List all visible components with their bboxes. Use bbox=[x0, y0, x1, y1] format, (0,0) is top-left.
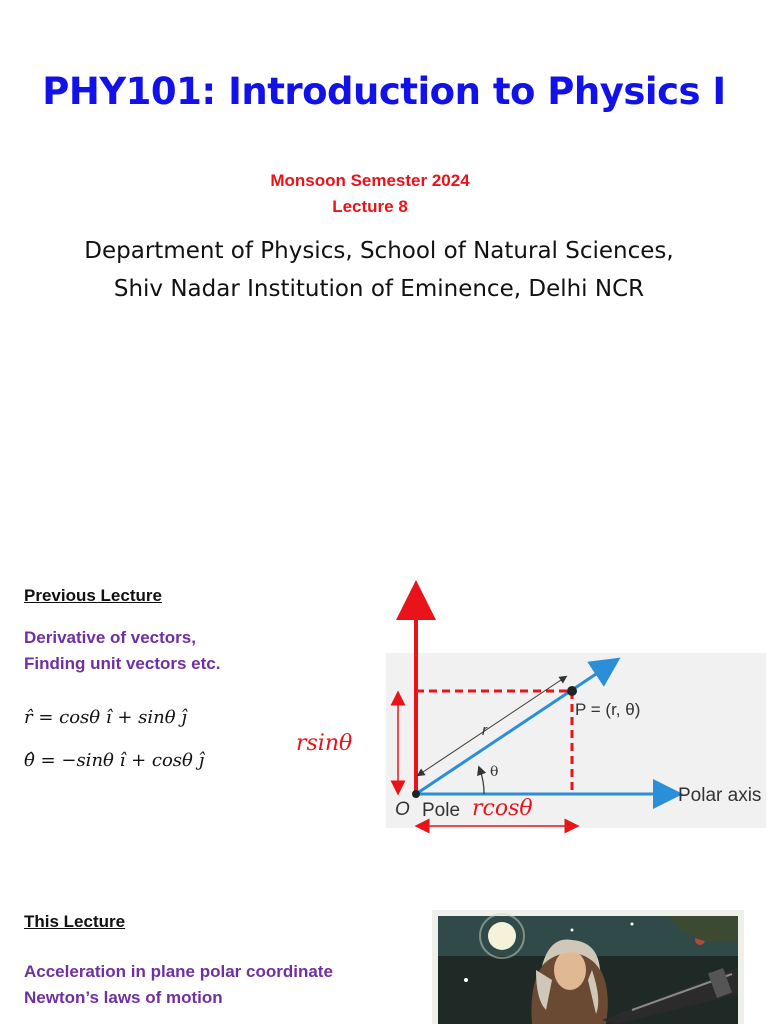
theta-label: θ bbox=[490, 764, 499, 780]
lecture-number: Lecture 8 bbox=[332, 197, 408, 216]
page-title: PHY101: Introduction to Physics I bbox=[42, 70, 726, 113]
origin-label: O bbox=[395, 799, 410, 820]
previous-topic: Derivative of vectors, bbox=[24, 628, 196, 647]
point-p bbox=[567, 686, 577, 696]
department-line-1: Department of Physics, School of Natural Sciences, bbox=[84, 238, 674, 264]
origin-point bbox=[412, 790, 420, 798]
rcos-label: rcosθ bbox=[472, 796, 533, 821]
this-lecture-heading: This Lecture bbox=[24, 912, 126, 931]
current-topic: Acceleration in plane polar coordinate bbox=[24, 962, 333, 981]
newton-illustration bbox=[432, 910, 744, 1024]
r-label: r bbox=[482, 722, 487, 739]
semester-label: Monsoon Semester 2024 bbox=[270, 171, 470, 190]
previous-lecture-heading: Previous Lecture bbox=[24, 586, 162, 605]
current-topic: Newton’s laws of motion bbox=[24, 988, 223, 1007]
unit-vector-theta-equation: θ̂ = −sinθ î + cosθ ĵ bbox=[24, 750, 205, 771]
polar-axis-label: Polar axis bbox=[678, 785, 762, 806]
department-line-2: Shiv Nadar Institution of Eminence, Delhi NCR bbox=[113, 276, 645, 302]
polar-coordinates-diagram bbox=[296, 588, 766, 838]
rsin-label: rsinθ bbox=[296, 731, 353, 756]
pole-label: Pole bbox=[422, 800, 461, 821]
previous-topic: Finding unit vectors etc. bbox=[24, 654, 221, 673]
point-p-label: P = (r, θ) bbox=[575, 700, 641, 719]
unit-vector-r-equation: r̂ = cosθ î + sinθ ĵ bbox=[24, 707, 187, 728]
